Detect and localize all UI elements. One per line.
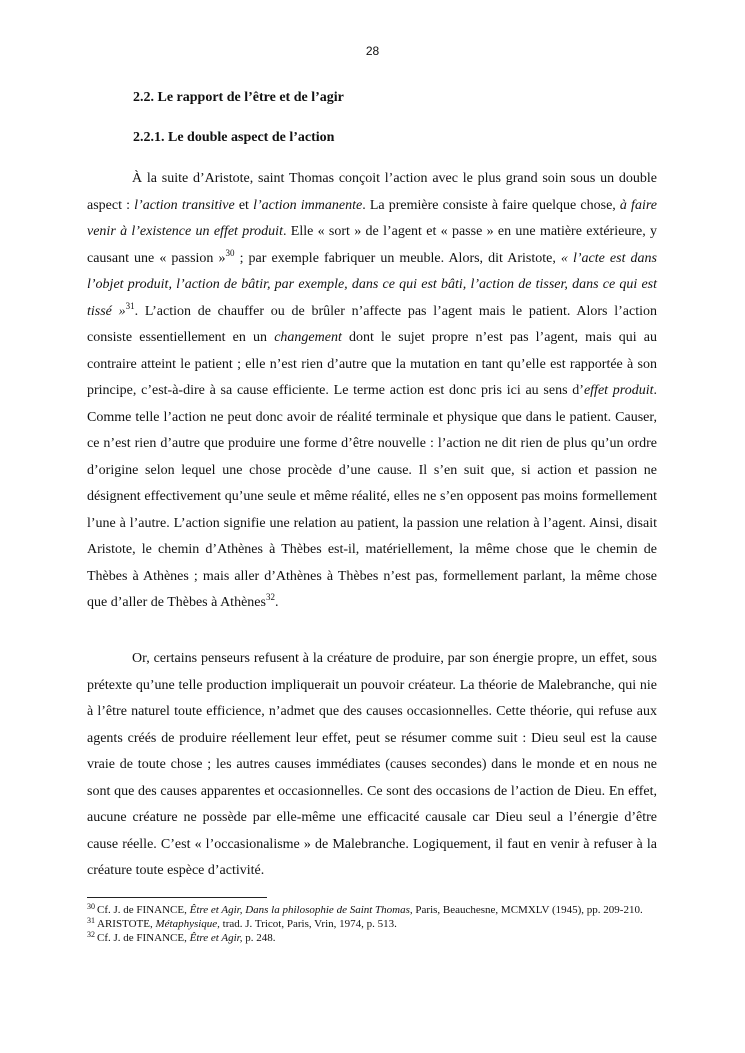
italic-run: à faire venir à l’existence un effet produit [87,197,657,239]
subsection-heading: 2.2.1. Le double aspect de l’action [133,130,335,145]
body-paragraph-2: Or, certains penseurs refusent à la créature de produire, par son énergie propre, un effet, sous prétexte qu’une telle production impliquerait un pouvoir créateur. La théorie de Malebranche, qui nie à l’être naturel toute efficience, n’admet que des causes occasionnelles. Cette théorie, qui refuse aux agents créés de produire réellement leur effet, peut se résumer comme suit : Dieu seul est la cause vraie de toute chose ; les autres causes immédiates (causes secondes) dans le monde et en nous ne sont que des causes apparentes et occasionnelles. Ce sont des occasions de l’action de Dieu. En effet, aucune créature ne possède par elle-même une efficacité causale car Dieu seul a l’énergie d’être cause réelle. C’est « l’occasionalisme » de Malebranche. Logiquement, il faut en venir à refuser à la créature toute espèce d’activité. [87,651,657,878]
footnote-31 [87,917,657,931]
body-paragraph-1 [87,166,657,617]
footnotes [87,903,657,945]
footnote-text: Cf. J. de FINANCE, [97,904,190,916]
footnote-text: ARISTOTE, [97,918,156,930]
footnote-text: p. 248. [242,932,276,944]
italic-run: l’action transitive [134,197,235,213]
footnote-ref-32[interactable]: 32 [265,592,275,602]
footnote-title: Être et Agir, Dans la philosophie de Saint Thomas, [189,904,413,916]
footnote-text: trad. J. Tricot, Paris, Vrin, 1974, p. 513. [219,918,397,930]
text-run: dont le sujet propre n’est pas l’agent, mais qui au contraire atteint le patient ; elle n’est rien d’autre que la mutation en tant qu’elle est rapportée à son principe, c’est-à-dire à sa cause efficiente. Le terme action est donc pris ici au sens d’ [87,330,658,398]
text-run: . Comme telle l’action ne peut donc avoir de réalité terminale et physique que dans le patient. Causer, ce n’est rien d’autre que produire une forme d’être nouvelle : l’action ne dit rien de plus qu’un ordre d’origine selon lequel une chose procède d’une cause. Il s’en suit que, si action et passion ne désignent effectivement qu’une seule et même réalité, elles ne s’en opposent pas moins formellement l’une à l’autre. L’action signifie une relation au patient, la passion une relation à l’agent. Ainsi, disait Aristote, le chemin d’Athènes à Thèbes est-il, matériellement, la même chose que le chemin de Thèbes à Athènes ; mais aller d’Athènes à Thèbes n’est pas, formellement parlant, la même chose que d’aller de Thèbes à Athènes [87,383,658,610]
text-run: . La première consiste à faire quelque chose, [362,197,620,213]
aristotle-quote: « l’acte est dans l’objet produit, l’action de bâtir, par exemple, dans ce qui est bâti, l’action de tisser, dans ce qui est tissé » [87,250,657,319]
footnote-32 [87,931,657,945]
text-run: et [234,197,254,213]
footnote-ref-31[interactable]: 31 [125,300,135,311]
text-run: . [274,595,279,610]
text-run: ; par exemple fabriquer un meuble. Alors, dit Aristote, [234,250,561,266]
footnote-30 [87,903,657,917]
footnote-ref-30[interactable]: 30 [225,247,235,258]
text-run: À la suite d’Aristote, saint Thomas conçoit l’action avec le plus grand soin sous un double aspect : [87,171,657,213]
text-run: . Elle « sort » de l’agent et « passe » en une matière extérieure, y causant une « passion » [87,224,658,266]
page-number: 28 [365,44,380,58]
italic-run: effet produit [583,383,654,398]
section-heading: 2.2. Le rapport de l’être et de l’agir [133,90,344,105]
footnote-number: 31 [87,916,95,925]
footnote-text: Cf. J. de FINANCE, [97,932,190,944]
footnote-number: 32 [87,930,95,939]
footnote-separator [87,897,267,898]
text-run: . L’action de chauffer ou de brûler n’affecte pas l’agent mais le patient. Alors l’action consiste essentiellement en un [87,303,657,345]
footnote-title: Métaphysique, [155,918,220,930]
footnote-number: 30 [87,902,95,911]
footnote-text: Paris, Beauchesne, MCMXLV (1945), pp. 209-210. [412,904,643,916]
footnote-title: Être et Agir, [189,932,243,944]
italic-run: l’action immanente [253,197,363,213]
italic-run: changement [274,330,342,345]
